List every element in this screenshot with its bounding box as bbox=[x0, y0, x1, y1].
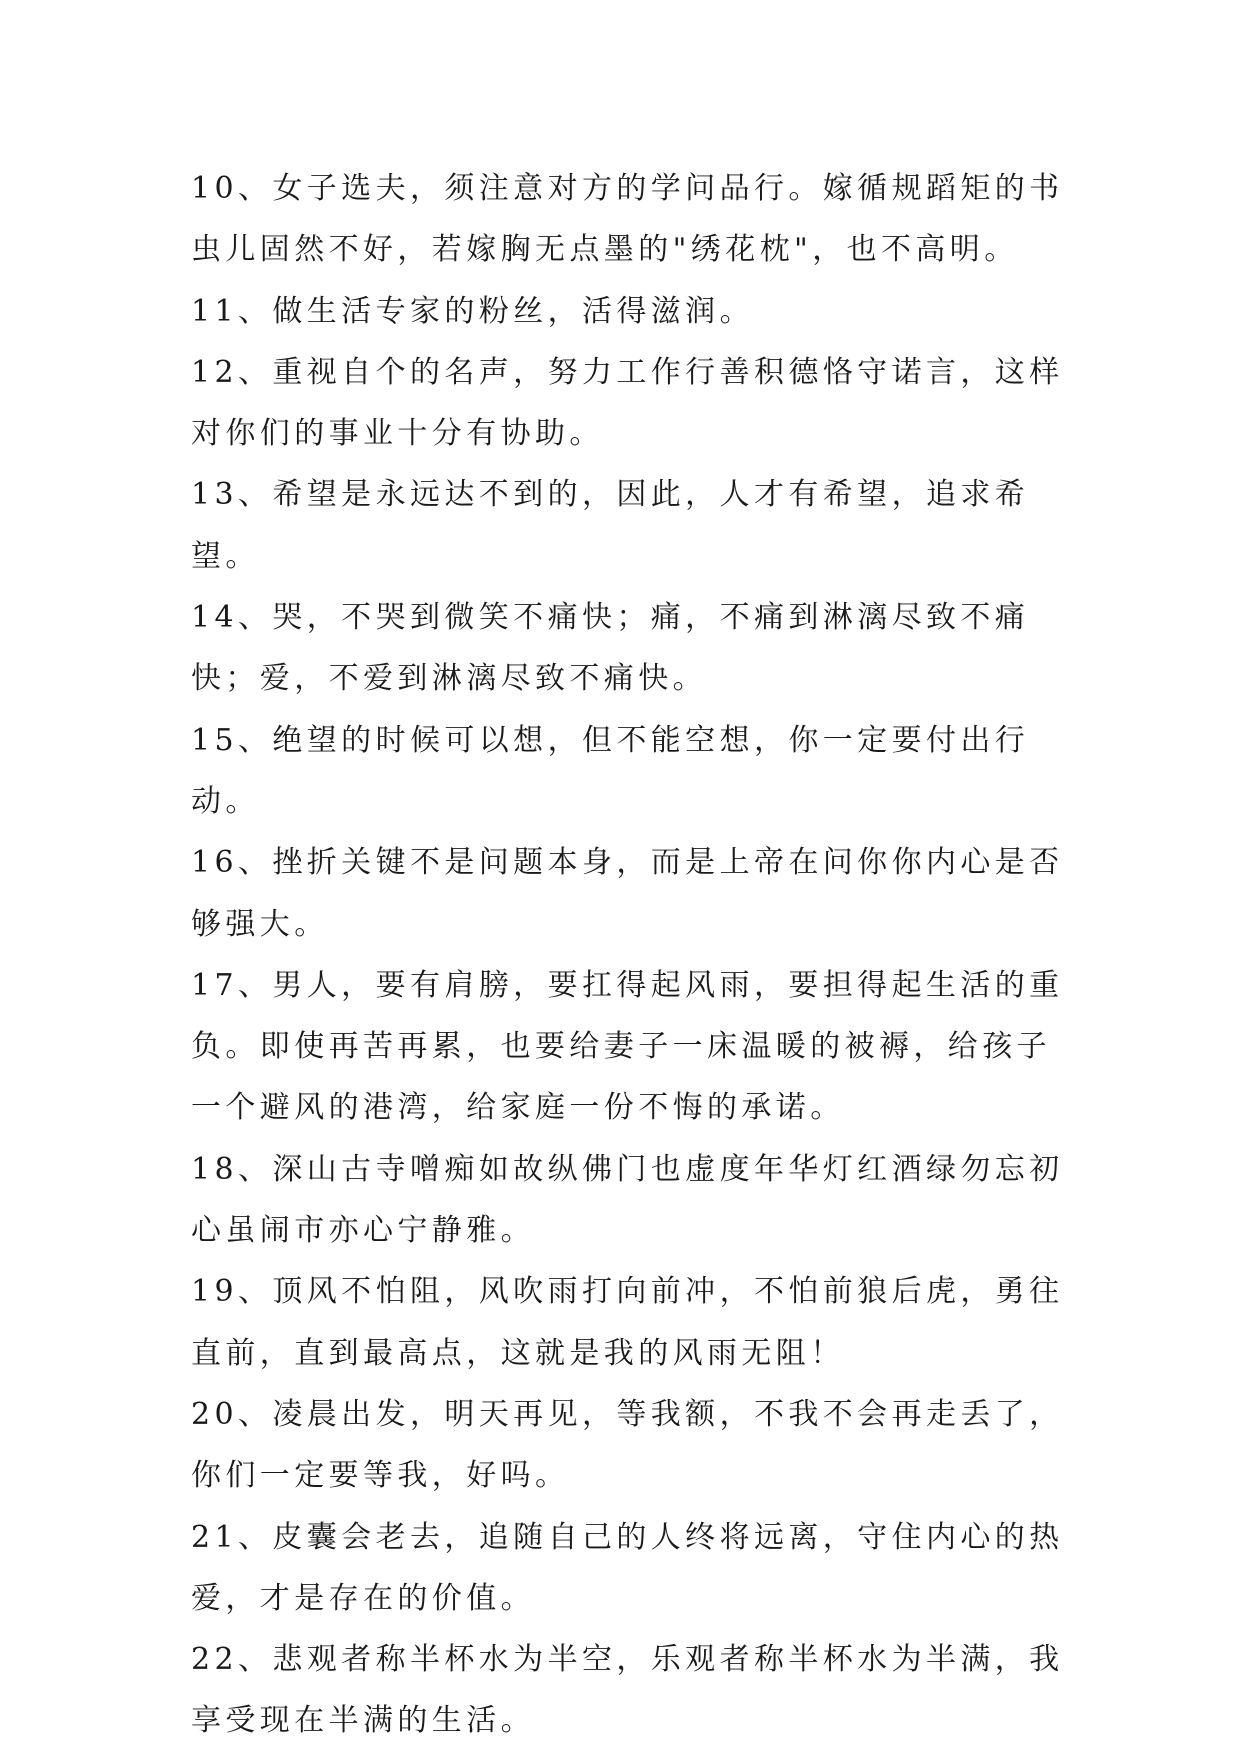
list-item: 17、男人，要有肩膀，要扛得起风雨，要担得起生活的重负。即使再苦再累，也要给妻子一床温暖的被褥，给孩子一个避风的港湾，给家庭一份不悔的承诺。 bbox=[191, 967, 1064, 1126]
list-item: 16、挫折关键不是问题本身，而是上帝在问你你内心是否够强大。 bbox=[191, 845, 1064, 942]
list-item: 11、做生活专家的粉丝，活得滋润。 bbox=[191, 293, 754, 329]
list-item: 18、深山古寺噌痴如故纵佛门也虚度年华灯红酒绿勿忘初心虽闹市亦心宁静雅。 bbox=[191, 1151, 1064, 1249]
quote-list bbox=[191, 158, 1071, 1752]
list-item: 10、女子选夫，须注意对方的学问品行。嫁循规蹈矩的书虫儿固然不好，若嫁胸无点墨的"绣花枕"，也不高明。 bbox=[191, 171, 1064, 268]
list-item: 19、顶风不怕阻，风吹雨打向前冲，不怕前狼后虎，勇往直前，直到最高点，这就是我的风雨无阻！ bbox=[191, 1274, 1064, 1371]
list-item: 22、悲观者称半杯水为半空，乐观者称半杯水为半满，我享受现在半满的生活。 bbox=[191, 1642, 1064, 1739]
list-item: 13、希望是永远达不到的，因此，人才有希望，追求希望。 bbox=[191, 477, 1030, 574]
list-item: 12、重视自个的名声，努力工作行善积德恪守诺言，这样对你们的事业十分有协助。 bbox=[191, 354, 1064, 452]
list-item: 20、凌晨出发，明天再见，等我额，不我不会再走丢了，你们一定要等我，好吗。 bbox=[191, 1396, 1064, 1494]
list-item: 15、绝望的时候可以想，但不能空想，你一定要付出行动。 bbox=[191, 722, 1030, 819]
list-item: 14、哭，不哭到微笑不痛快；痛，不痛到淋漓尽致不痛快；爱，不爱到淋漓尽致不痛快。 bbox=[191, 600, 1030, 697]
list-item: 21、皮囊会老去，追随自己的人终将远离，守住内心的热爱，才是存在的价值。 bbox=[191, 1519, 1064, 1616]
